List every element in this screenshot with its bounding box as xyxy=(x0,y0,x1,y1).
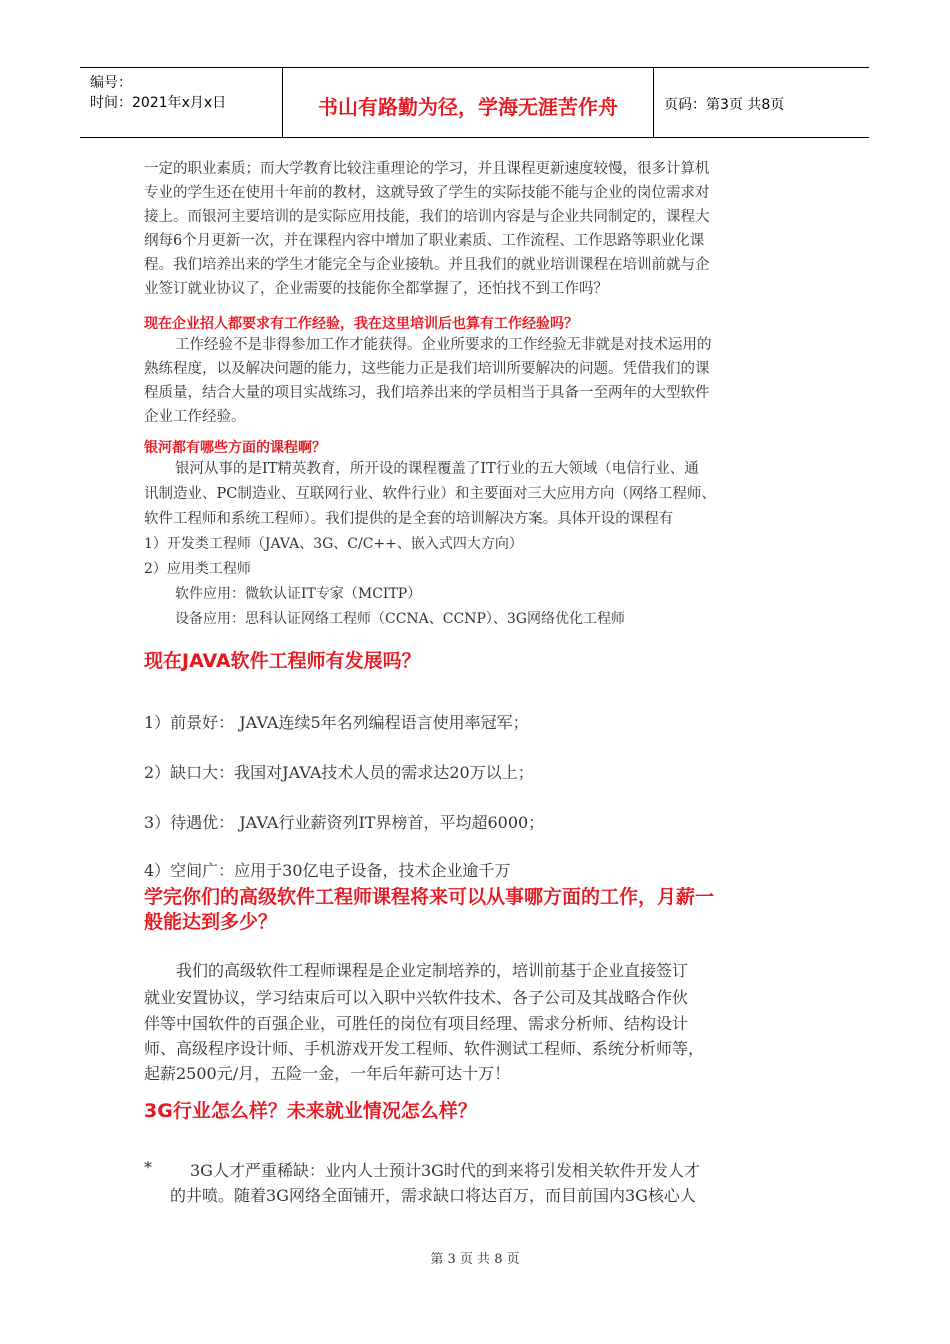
java-point: 2）缺口大：我国对JAVA技术人员的需求达20万以上； xyxy=(144,763,534,782)
question-heading: 学完你们的高级软件工程师课程将来可以从事哪方面的工作，月薪一 xyxy=(144,886,715,908)
paragraph-line: 纲每6个月更新一次，并在课程内容中增加了职业素质、工作流程、工作思路等职业化课 xyxy=(144,233,705,249)
paragraph-line: 师、高级程序设计师、手机游戏开发工程师、软件测试工程师、系统分析师等， xyxy=(144,1039,705,1058)
paragraph-line: 讯制造业、PC制造业、互联网行业、软件行业）和主要面对三大应用方向（网络工程师、 xyxy=(144,486,716,502)
header-page-cell xyxy=(654,68,869,137)
java-point: 3）待遇优： JAVA行业薪资列IT界榜首，平均超6000； xyxy=(144,813,545,832)
java-point: 1）前景好： JAVA连续5年名列编程语言使用率冠军； xyxy=(144,713,529,732)
paragraph-line: 业签订就业协议了，企业需要的技能你全都掌握了，还怕找不到工作吗？ xyxy=(144,281,608,297)
paragraph-line: 熟练程度，以及解决问题的能力，这些能力正是我们培训所要解决的问题。凭借我们的课 xyxy=(144,361,710,377)
time-label: 时间：2021年x月x日 xyxy=(90,95,227,111)
paragraph-line: 企业工作经验。 xyxy=(144,409,246,425)
page-number: 页码：第3页 共8页 xyxy=(664,97,785,113)
paragraph-line: 专业的学生还在使用十年前的教材，这就导致了学生的实际技能不能与企业的岗位需求对 xyxy=(144,185,710,201)
question-heading: 现在JAVA软件工程师有发展吗？ xyxy=(144,650,421,672)
bullet-star: * xyxy=(144,1158,152,1177)
paragraph-line: 伴等中国软件的百强企业，可胜任的岗位有项目经理、需求分析师、结构设计 xyxy=(144,1014,689,1033)
course-subitem: 设备应用：思科认证网络工程师（CCNA、CCNP）、3G网络优化工程师 xyxy=(175,611,625,627)
question-heading: 银河都有哪些方面的课程啊？ xyxy=(144,440,326,456)
paragraph-line: 起薪2500元/月，五险一金，一年后年薪可达十万！ xyxy=(144,1064,511,1083)
paragraph-line: 我们的高级软件工程师课程是企业定制培养的，培训前基于企业直接签订 xyxy=(176,961,689,980)
question-heading: 般能达到多少？ xyxy=(144,911,278,933)
number-label: 编号： xyxy=(90,75,132,91)
paragraph-line: 银河从事的是IT精英教育，所开设的课程覆盖了IT行业的五大领域（电信行业、通 xyxy=(175,461,699,477)
motto: 书山有路勤为径，学海无涯苦作舟 xyxy=(318,95,618,119)
question-heading: 3G行业怎么样？未来就业情况怎么样？ xyxy=(144,1100,477,1122)
paragraph-line: 程质量，结合大量的项目实战练习，我们培养出来的学员相当于具备一至两年的大型软件 xyxy=(144,385,710,401)
header-meta-cell xyxy=(80,68,283,137)
paragraph-line: 软件工程师和系统工程师）。我们提供的是全套的培训解决方案。具体开设的课程有 xyxy=(144,511,674,527)
paragraph-line: 工作经验不是非得参加工作才能获得。企业所要求的工作经验无非就是对技术运用的 xyxy=(175,337,712,353)
question-heading: 现在企业招人都要求有工作经验，我在这里培训后也算有工作经验吗？ xyxy=(144,316,578,332)
paragraph-line: 3G人才严重稀缺：业内人士预计3G时代的到来将引发相关软件开发人才 xyxy=(190,1161,700,1180)
paragraph-line: 接上。而银河主要培训的是实际应用技能，我们的培训内容是与企业共同制定的，课程大 xyxy=(144,209,710,225)
paragraph-line: 一定的职业素质；而大学教育比较注重理论的学习，并且课程更新速度较慢，很多计算机 xyxy=(144,161,710,177)
paragraph-line: 程。我们培养出来的学生才能完全与企业接轨。并且我们的就业培训课程在培训前就与企 xyxy=(144,257,710,273)
header-motto-cell xyxy=(283,68,654,137)
course-item: 2）应用类工程师 xyxy=(144,561,251,577)
page-footer: 第 3 页 共 8 页 xyxy=(430,1252,520,1267)
java-point: 4）空间广：应用于30亿电子设备，技术企业逾千万 xyxy=(144,861,511,880)
page-header xyxy=(80,67,869,138)
course-subitem: 软件应用：微软认证IT专家（MCITP） xyxy=(175,586,422,602)
paragraph-line: 就业安置协议，学习结束后可以入职中兴软件技术、各子公司及其战略合作伙 xyxy=(144,988,689,1007)
course-item: 1）开发类工程师（JAVA、3G、C/C++、嵌入式四大方向） xyxy=(144,536,523,552)
paragraph-line: 的井喷。随着3G网络全面铺开，需求缺口将达百万，而目前国内3G核心人 xyxy=(170,1186,696,1205)
